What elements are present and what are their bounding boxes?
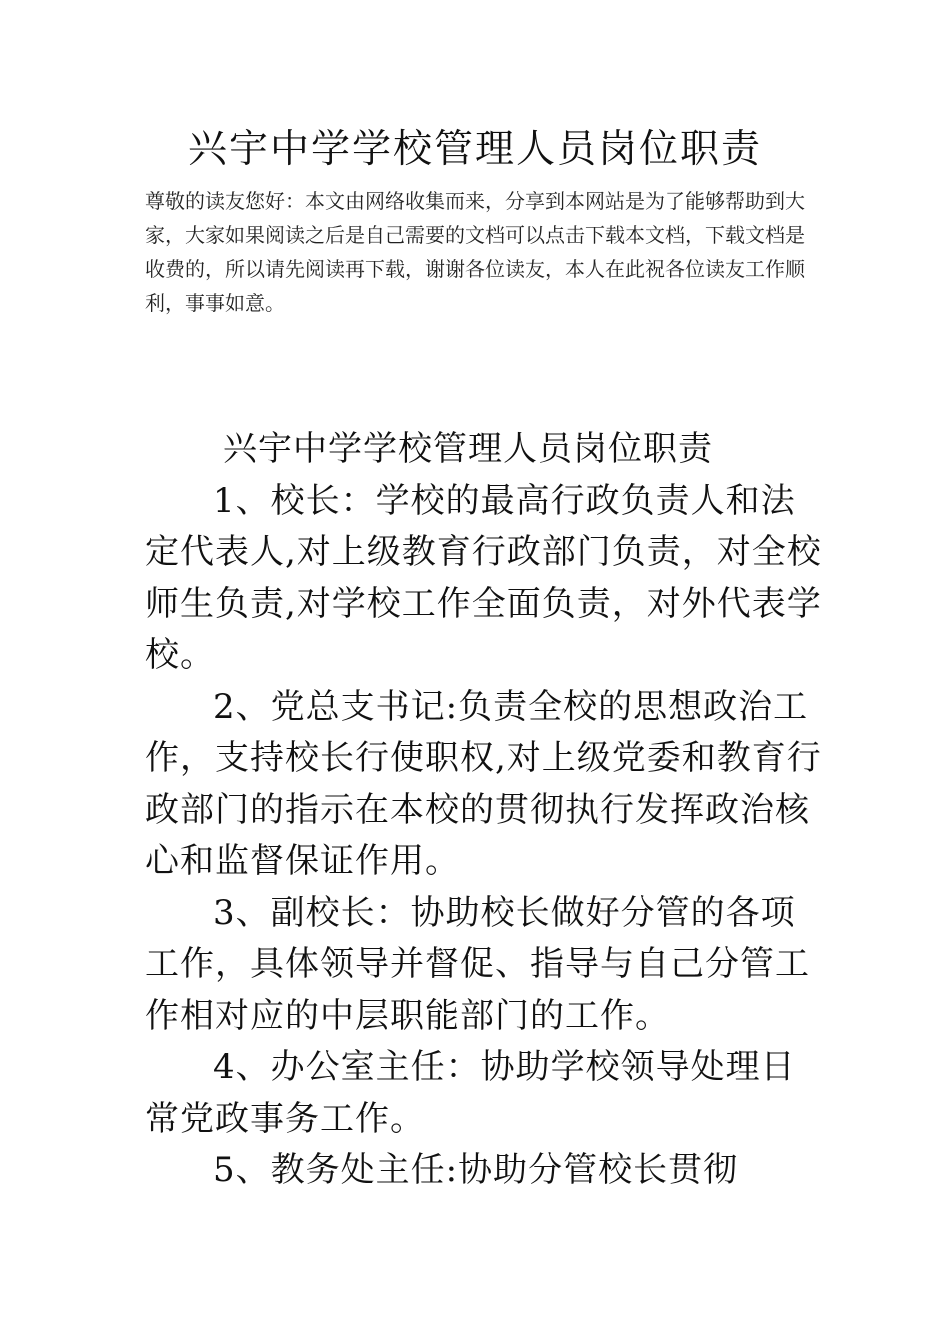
paragraph-vice-principal: 3、副校长：协助校长做好分管的各项工作，具体领导并督促、指导与自己分管工作相对应的中层职能部门的工作。 <box>145 892 810 1036</box>
body-title: 兴宇中学学校管理人员岗位职责 <box>223 429 713 469</box>
document-title: 兴宇中学学校管理人员岗位职责 <box>187 127 762 172</box>
paragraph-party-secretary: 2、党总支书记:负责全校的思想政治工作，支持校长行使职权,对上级党委和教育行政部门的指示在本校的贯彻执行发挥政治核心和监督保证作用。 <box>145 686 822 881</box>
reader-notice: 尊敬的读友您好：本文由网络收集而来，分享到本网站是为了能够帮助到大家，大家如果阅读之后是自己需要的文档可以点击下载本文档，下载文档是收费的，所以请先阅读再下载，谢谢各位读友，本人在此祝各位读友工作顺利，事事如意。 <box>145 189 805 315</box>
document-body <box>145 424 825 1197</box>
paragraph-principal: 1、校长：学校的最高行政负责人和法定代表人,对上级教育行政部门负责，对全校师生负责,对学校工作全面负责，对外代表学校。 <box>145 480 822 675</box>
paragraph-academic-director: 5、教务处主任:协助分管校长贯彻 <box>213 1150 739 1190</box>
paragraph-office-director: 4、办公室主任：协助学校领导处理日常党政事务工作。 <box>145 1047 796 1139</box>
